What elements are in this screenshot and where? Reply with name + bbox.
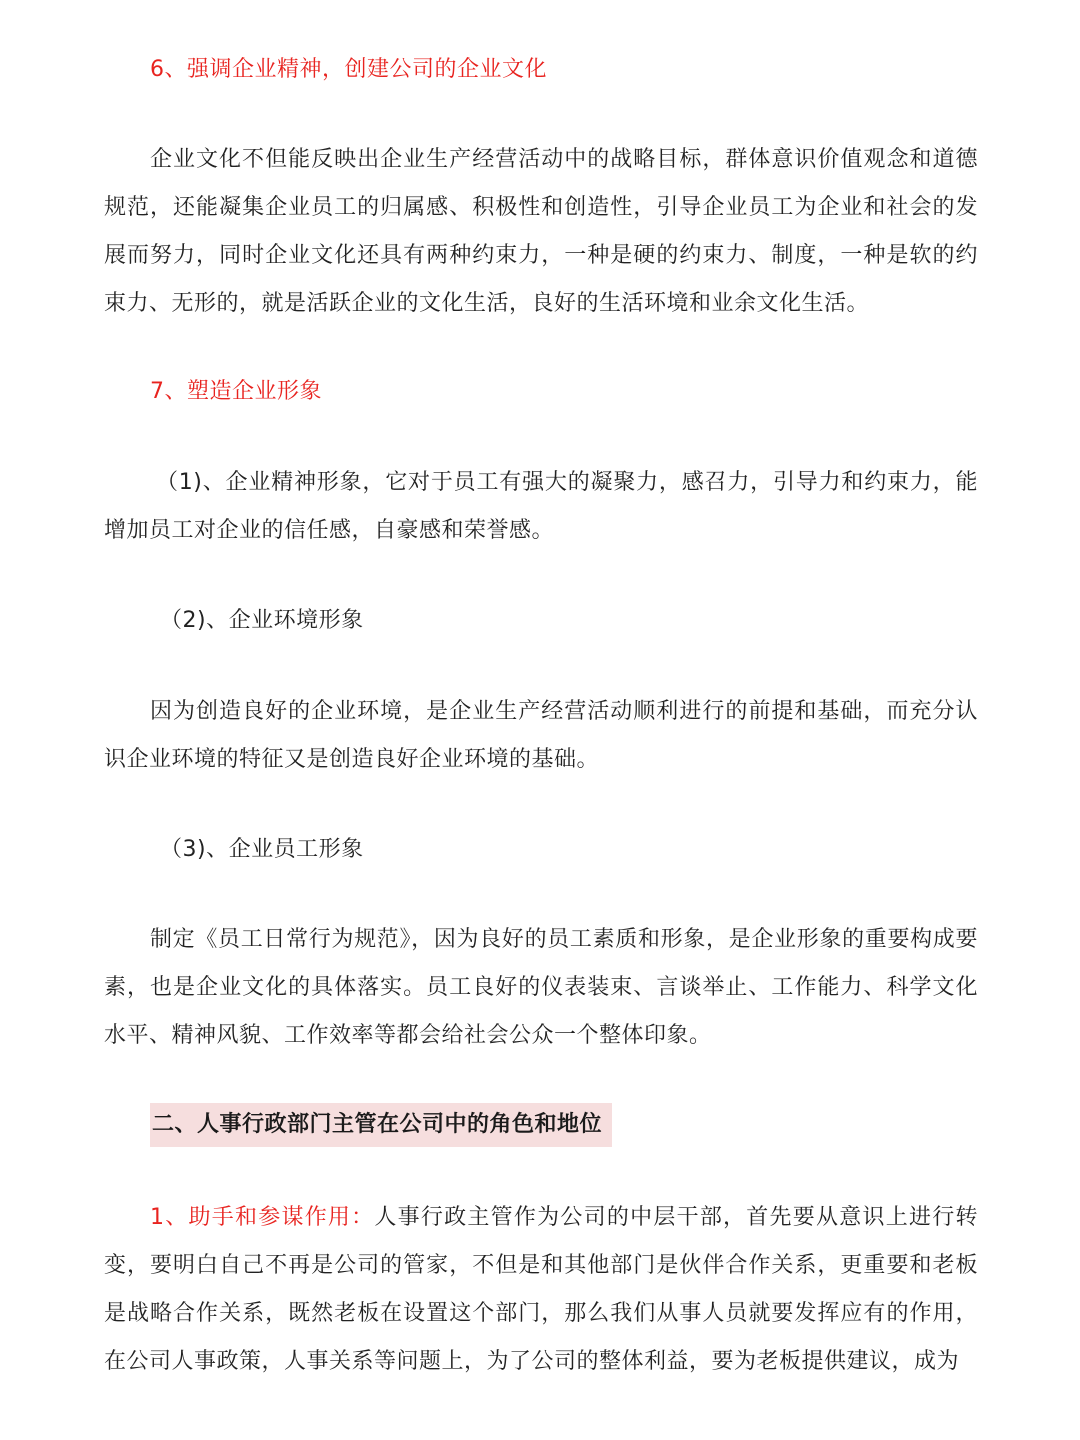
section-7-item-2-body: 因为创造良好的企业环境，是企业生产经营活动顺利进行的前提和基础，而充分认识企业环境的特征又是创造良好企业环境的基础。 [104,699,978,772]
section-7-heading: 7、塑造企业形象 [150,379,322,404]
section-6-body: 企业文化不但能反映出企业生产经营活动中的战略目标，群体意识价值观念和道德规范，还能凝集企业员工的归属感、积极性和创造性，引导企业员工为企业和社会的发展而努力，同时企业文化还具有两种约束力，一种是硬的约束力、制度，一种是软的约束力、无形的，就是活跃企业的文化生活，良好的生活环境和业余文化生活。 [104,147,978,316]
section-6-heading: 6、强调企业精神，创建公司的企业文化 [150,57,547,82]
section-7-item-3-title: （3)、企业员工形象 [160,837,364,862]
part-2-point-1 [104,1194,978,1386]
section-7-item-3-body: 制定《员工日常行为规范》，因为良好的员工素质和形象，是企业形象的重要构成要素，也是企业文化的具体落实。员工良好的仪表装束、言谈举止、工作能力、科学文化水平、精神风貌、工作效率等都会给社会公众一个整体印象。 [104,927,978,1048]
section-7-item-1: （1)、企业精神形象，它对于员工有强大的凝聚力，感召力，引导力和约束力，能增加员工对企业的信任感，自豪感和荣誉感。 [104,470,978,543]
part-2-point-1-body: 人事行政主管作为公司的中层干部，首先要从意识上进行转变，要明白自己不再是公司的管家，不但是和其他部门是伙伴合作关系，更重要和老板是战略合作关系，既然老板在设置这个部门，那么我们从事人员就要发挥应有的作用，在公司人事政策，人事关系等问题上，为了公司的整体利益，要为老板提供建议，成为 [104,1205,978,1374]
part-2-title: 二、人事行政部门主管在公司中的角色和地位 [150,1103,612,1147]
part-2-point-1-label: 1、助手和参谋作用： [150,1205,375,1230]
section-7-item-2-title: （2)、企业环境形象 [160,608,364,633]
